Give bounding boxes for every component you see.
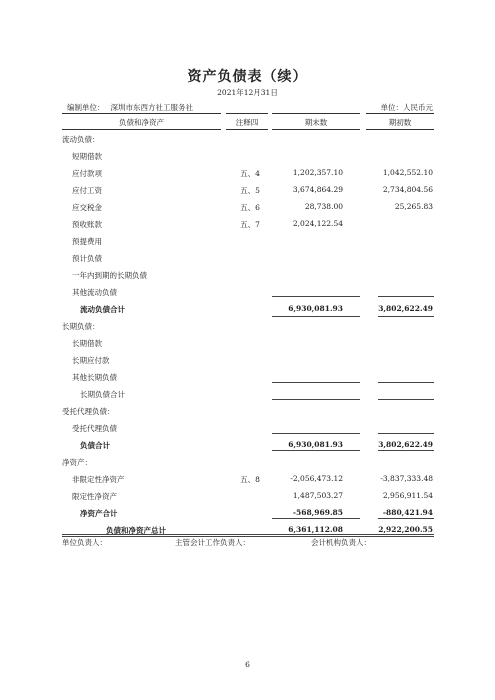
header-bottom-line [62, 129, 221, 130]
row-note: 五、5 [240, 186, 260, 195]
page-number: 6 [245, 660, 250, 669]
table-row [0, 437, 495, 454]
header-top-line [272, 113, 360, 114]
row-label: 非限定性净资产 [72, 475, 125, 484]
row-end-value: 6,361,112.08 [288, 525, 343, 534]
header-note: 注释四 [235, 118, 259, 127]
row-label: 长期借款 [72, 339, 102, 348]
table-row [0, 165, 495, 182]
row-end-value: -2,056,473.12 [290, 474, 343, 483]
subtotal-line [272, 296, 360, 297]
row-end-value: 3,674,864.29 [292, 185, 343, 194]
row-note: 五、6 [240, 203, 260, 212]
row-label: 净资产合计 [80, 509, 118, 518]
table-row [0, 488, 495, 505]
company-name: 深圳市东西方社工服务社 [110, 103, 193, 112]
table-row [0, 267, 495, 284]
subtotal-line [378, 518, 434, 519]
row-label: 流动负债合计 [80, 305, 125, 314]
row-begin-value: 2,956,911.54 [382, 491, 433, 500]
header-top-line [366, 113, 434, 114]
subtotal-line [272, 450, 360, 451]
table-row [0, 352, 495, 369]
row-label: 短期借款 [72, 152, 102, 161]
row-label: 应付款项 [72, 169, 102, 178]
header-top-line [62, 113, 221, 114]
table-row [0, 386, 495, 403]
row-begin-value: -880,421.94 [382, 508, 433, 517]
report-date: 2021年12月31日 [217, 88, 278, 97]
table-row [0, 148, 495, 165]
footer-accounting-head: 主管会计工作负责人： [175, 538, 250, 547]
row-label: 流动负债： [62, 135, 100, 144]
row-end-value: 6,930,081.93 [288, 304, 343, 313]
subtotal-line [272, 518, 360, 519]
row-label: 净资产： [62, 458, 92, 467]
table-row [0, 284, 495, 301]
row-end-value: 1,202,357.10 [292, 168, 343, 177]
row-label: 长期应付款 [72, 356, 110, 365]
row-label: 受托代理负债 [72, 424, 117, 433]
row-label: 负债和净资产总计 [106, 526, 166, 535]
subtotal-line [378, 382, 434, 383]
row-label: 受托代理负债： [62, 407, 115, 416]
row-label: 限定性净资产 [72, 492, 117, 501]
footer-unit-head: 单位负责人： [62, 538, 107, 547]
currency-unit: 单位：人民币元 [380, 103, 433, 112]
header-bottom-line [272, 129, 360, 130]
subtotal-line [378, 399, 434, 400]
row-end-value: 1,487,503.27 [292, 491, 343, 500]
page-title: 资产负债表（续） [187, 69, 308, 85]
row-begin-value: 2,922,200.55 [378, 525, 433, 534]
table-row [0, 199, 495, 216]
table-row [0, 250, 495, 267]
subtotal-line [272, 316, 360, 317]
row-label: 预提费用 [72, 237, 102, 246]
subtotal-line [378, 450, 434, 451]
table-row [0, 335, 495, 352]
row-label: 其他长期负债 [72, 373, 117, 382]
subtotal-line [378, 433, 434, 434]
header-item: 负债和净资产 [119, 118, 164, 127]
row-label: 其他流动负债 [72, 288, 117, 297]
table-row [0, 369, 495, 386]
row-label: 预收账款 [72, 220, 102, 229]
table-row [0, 182, 495, 199]
row-begin-value: 25,265.83 [394, 202, 433, 211]
row-label: 应付工资 [72, 186, 102, 195]
table-row [0, 420, 495, 437]
row-note: 五、8 [240, 475, 260, 484]
table-row [0, 216, 495, 233]
row-label: 预计负债 [72, 254, 102, 263]
row-note: 五、7 [240, 220, 260, 229]
row-end-value: 2,024,122.54 [292, 219, 343, 228]
subtotal-line [272, 399, 360, 400]
company-line [67, 102, 193, 113]
header-end: 期末数 [304, 118, 328, 127]
footer-accounting-org-head: 会计机构负责人： [311, 538, 371, 547]
subtotal-line [378, 296, 434, 297]
table-row [0, 318, 495, 335]
row-end-value: -568,969.85 [292, 508, 343, 517]
row-label: 长期负债合计 [80, 390, 125, 399]
table-row [0, 233, 495, 250]
row-label: 应交税金 [72, 203, 102, 212]
table-bottom-line [62, 534, 434, 535]
header-bottom-line [366, 129, 434, 130]
header-bottom-line [226, 129, 268, 130]
row-begin-value: -3,837,333.48 [380, 474, 433, 483]
table-row [0, 505, 495, 522]
subtotal-line [272, 433, 360, 434]
table-row [0, 454, 495, 471]
row-label: 负债合计 [80, 441, 110, 450]
row-note: 五、4 [240, 169, 260, 178]
table-row [0, 471, 495, 488]
company-label: 编制单位： [67, 103, 105, 112]
row-end-value: 6,930,081.93 [288, 440, 343, 449]
table-row [0, 403, 495, 420]
header-begin: 期初数 [388, 118, 412, 127]
row-end-value: 28,738.00 [304, 202, 343, 211]
row-begin-value: 2,734,804.56 [382, 185, 433, 194]
row-label: 一年内到期的长期负债 [72, 271, 147, 280]
subtotal-line [378, 316, 434, 317]
row-begin-value: 3,802,622.49 [378, 304, 433, 313]
table-row [0, 131, 495, 148]
row-begin-value: 1,042,552.10 [382, 168, 433, 177]
row-label: 长期负债： [62, 322, 100, 331]
header-top-line [226, 113, 268, 114]
subtotal-line [272, 382, 360, 383]
row-begin-value: 3,802,622.49 [378, 440, 433, 449]
